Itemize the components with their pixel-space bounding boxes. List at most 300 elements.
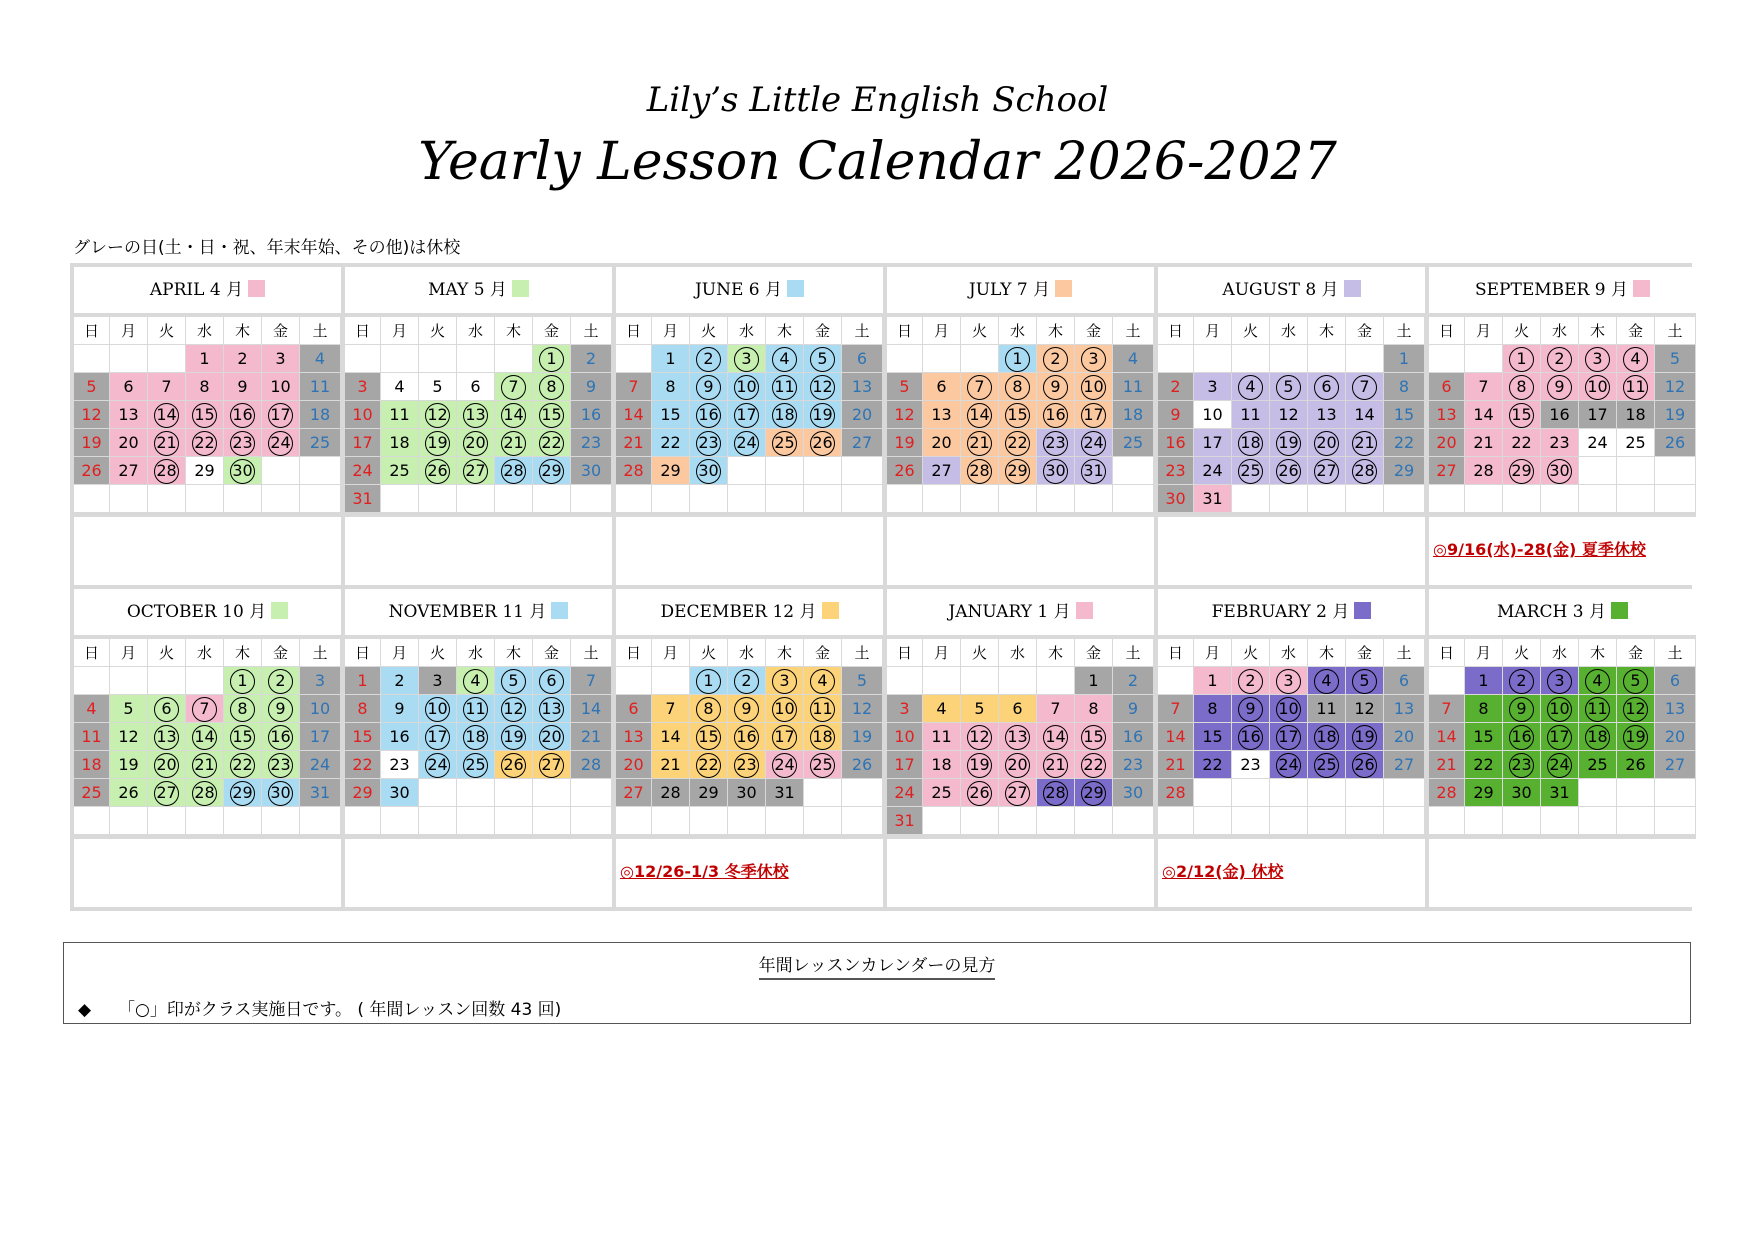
empty-cell: [457, 807, 495, 835]
empty-cell: [148, 485, 186, 513]
class-day-circle: 23: [268, 753, 293, 778]
weekday-label: 月: [652, 639, 690, 667]
day-cell: 24: [887, 779, 923, 807]
month-kanji: 4 月: [209, 280, 244, 300]
day-cell: [186, 751, 224, 779]
day-cell: 3: [887, 695, 923, 723]
class-day-circle: 17: [734, 403, 759, 428]
weekday-label: 火: [148, 317, 186, 345]
empty-cell: [766, 485, 804, 513]
note-divider: [616, 835, 883, 839]
weekday-label: 月: [923, 317, 961, 345]
day-cell: [457, 723, 495, 751]
day-cell: 3: [419, 667, 457, 695]
weekday-label: 日: [887, 317, 923, 345]
day-cell: 20: [842, 401, 883, 429]
day-cell: 26: [887, 457, 923, 485]
empty-cell: [419, 345, 457, 373]
class-day-circle: 15: [192, 403, 217, 428]
day-cell: 28: [1429, 779, 1465, 807]
day-cell: 5: [887, 373, 923, 401]
day-cell: [1232, 373, 1270, 401]
day-cell: [1270, 723, 1308, 751]
day-cell: [1503, 457, 1541, 485]
empty-cell: [1384, 779, 1425, 807]
day-cell: 6: [616, 695, 652, 723]
day-cell: [1037, 373, 1075, 401]
class-day-circle: 2: [1238, 669, 1263, 694]
day-cell: [728, 373, 766, 401]
month-december: [616, 589, 883, 907]
day-cell: 17: [887, 751, 923, 779]
class-day-circle: 9: [268, 697, 293, 722]
day-cell: [690, 429, 728, 457]
class-day-circle: 28: [501, 459, 526, 484]
class-day-circle: 23: [230, 431, 255, 456]
month-name: NOVEMBER: [388, 602, 503, 622]
weekday-label: 日: [1158, 317, 1194, 345]
day-cell: [999, 779, 1037, 807]
day-cell: [1075, 723, 1113, 751]
weekday-label: 金: [1075, 639, 1113, 667]
day-cell: 18: [381, 429, 419, 457]
class-day-circle: 24: [1547, 753, 1572, 778]
class-day-circle: 20: [463, 431, 488, 456]
empty-cell: [652, 485, 690, 513]
empty-cell: [1037, 807, 1075, 835]
day-cell: [961, 751, 999, 779]
class-day-circle: 19: [501, 725, 526, 750]
day-cell: 10: [887, 723, 923, 751]
weekday-label: 土: [1113, 317, 1154, 345]
day-cell: 14: [1158, 723, 1194, 751]
day-cell: [1232, 429, 1270, 457]
weekday-label: 月: [110, 317, 148, 345]
class-day-circle: 13: [1005, 725, 1030, 750]
class-day-circle: 29: [1081, 781, 1106, 806]
empty-cell: [1346, 807, 1384, 835]
day-cell: [728, 751, 766, 779]
class-day-circle: 7: [501, 375, 526, 400]
month-february: [1158, 589, 1425, 907]
day-cell: [1270, 751, 1308, 779]
day-cell: [690, 695, 728, 723]
day-cell: [148, 457, 186, 485]
empty-cell: [381, 807, 419, 835]
day-cell: [1617, 345, 1655, 373]
weekday-label: 日: [616, 317, 652, 345]
month-note: ◎9/16(水)-28(金) 夏季休校: [1433, 540, 1646, 559]
day-cell: [728, 723, 766, 751]
class-day-circle: 9: [1238, 697, 1263, 722]
weekday-label: 金: [1617, 639, 1655, 667]
day-cell: [961, 429, 999, 457]
empty-cell: [804, 779, 842, 807]
day-cell: 3: [262, 345, 300, 373]
day-cell: [804, 723, 842, 751]
day-cell: [1308, 457, 1346, 485]
day-cell: 12: [1655, 373, 1696, 401]
day-cell: [262, 723, 300, 751]
day-cell: [1037, 751, 1075, 779]
day-cell: 26: [110, 779, 148, 807]
day-cell: 5: [1655, 345, 1696, 373]
weekday-label: 水: [186, 639, 224, 667]
class-day-circle: 5: [810, 347, 835, 372]
weekday-label: 日: [345, 639, 381, 667]
class-day-circle: 22: [1005, 431, 1030, 456]
class-day-circle: 7: [967, 375, 992, 400]
diamond-bullet-icon: ◆: [78, 1000, 92, 1020]
calendar-title: Yearly Lesson Calendar 2026-2027: [418, 132, 1337, 192]
day-cell: [1617, 723, 1655, 751]
day-cell: [148, 723, 186, 751]
day-cell: 6: [457, 373, 495, 401]
day-cell: 13: [923, 401, 961, 429]
class-day-circle: 1: [539, 347, 564, 372]
weekday-label: 日: [1429, 317, 1465, 345]
day-cell: 23: [1232, 751, 1270, 779]
class-day-circle: 12: [810, 375, 835, 400]
class-day-circle: 25: [1238, 459, 1263, 484]
month-title: [616, 589, 883, 635]
empty-cell: [616, 807, 652, 835]
day-cell: [1270, 457, 1308, 485]
empty-cell: [262, 807, 300, 835]
day-cell: [419, 429, 457, 457]
day-cell: 3: [345, 373, 381, 401]
empty-cell: [148, 807, 186, 835]
day-cell: [961, 723, 999, 751]
empty-cell: [74, 807, 110, 835]
empty-cell: [961, 667, 999, 695]
empty-cell: [1384, 485, 1425, 513]
day-cell: [1503, 373, 1541, 401]
day-cell: [804, 373, 842, 401]
day-cell: [148, 401, 186, 429]
day-cell: [1308, 723, 1346, 751]
empty-cell: [1075, 807, 1113, 835]
day-cell: 29: [186, 457, 224, 485]
day-cell: [495, 723, 533, 751]
note-divider: [345, 513, 612, 517]
class-day-circle: 13: [539, 697, 564, 722]
day-cell: [533, 723, 571, 751]
class-day-circle: 8: [1509, 375, 1534, 400]
class-day-circle: 25: [810, 753, 835, 778]
empty-cell: [1346, 779, 1384, 807]
day-cell: 23: [381, 751, 419, 779]
month-kanji: 10 月: [222, 602, 267, 622]
empty-cell: [186, 667, 224, 695]
class-day-circle: 19: [425, 431, 450, 456]
empty-cell: [1655, 807, 1696, 835]
day-cell: 11: [1232, 401, 1270, 429]
weekday-label: 土: [1384, 639, 1425, 667]
day-cell: 8: [345, 695, 381, 723]
day-cell: 22: [1194, 751, 1232, 779]
day-cell: 5: [110, 695, 148, 723]
day-cell: 11: [1308, 695, 1346, 723]
class-day-circle: 19: [1623, 725, 1648, 750]
day-cell: 5: [419, 373, 457, 401]
day-cell: 22: [1503, 429, 1541, 457]
day-cell: 16: [1113, 723, 1154, 751]
empty-cell: [74, 667, 110, 695]
day-cell: [224, 695, 262, 723]
day-cell: 14: [1429, 723, 1465, 751]
class-day-circle: 9: [1547, 375, 1572, 400]
day-cell: 1: [1075, 667, 1113, 695]
class-day-circle: 17: [268, 403, 293, 428]
day-cell: 18: [74, 751, 110, 779]
class-day-circle: 2: [734, 669, 759, 694]
month-color-swatch: [1633, 280, 1650, 297]
empty-cell: [186, 807, 224, 835]
day-cell: 15: [1465, 723, 1503, 751]
day-cell: 11: [381, 401, 419, 429]
weekday-label: 月: [381, 639, 419, 667]
month-title: [1158, 267, 1425, 313]
class-day-circle: 23: [1043, 431, 1068, 456]
day-cell: [690, 401, 728, 429]
class-day-circle: 15: [1081, 725, 1106, 750]
empty-cell: [1232, 779, 1270, 807]
day-cell: [457, 695, 495, 723]
day-cell: [999, 723, 1037, 751]
day-cell: [1232, 457, 1270, 485]
weekday-label: 金: [804, 639, 842, 667]
day-cell: 26: [1617, 751, 1655, 779]
day-cell: [419, 695, 457, 723]
day-cell: 18: [1113, 401, 1154, 429]
day-cell: 16: [381, 723, 419, 751]
class-day-circle: 18: [1585, 725, 1610, 750]
day-cell: 8: [186, 373, 224, 401]
day-cell: [262, 429, 300, 457]
day-cell: 25: [1579, 751, 1617, 779]
class-day-circle: 3: [734, 347, 759, 372]
day-cell: [804, 401, 842, 429]
month-september: [1429, 267, 1696, 585]
empty-cell: [999, 807, 1037, 835]
day-cell: 3: [300, 667, 341, 695]
day-cell: [1503, 667, 1541, 695]
class-day-circle: 31: [1081, 459, 1106, 484]
day-cell: 22: [345, 751, 381, 779]
day-cell: 11: [74, 723, 110, 751]
day-cell: [224, 751, 262, 779]
day-cell: [148, 695, 186, 723]
class-day-circle: 22: [230, 753, 255, 778]
class-day-circle: 10: [425, 697, 450, 722]
day-cell: 24: [345, 457, 381, 485]
day-cell: [1270, 373, 1308, 401]
day-cell: [1503, 345, 1541, 373]
month-color-swatch: [1055, 280, 1072, 297]
empty-cell: [652, 667, 690, 695]
class-day-circle: 15: [230, 725, 255, 750]
weekday-label: 火: [690, 317, 728, 345]
empty-cell: [110, 345, 148, 373]
empty-cell: [1075, 485, 1113, 513]
day-cell: [766, 401, 804, 429]
day-cell: [1232, 667, 1270, 695]
day-cell: [224, 457, 262, 485]
day-cell: 7: [652, 695, 690, 723]
class-day-circle: 21: [154, 431, 179, 456]
day-cell: 28: [1158, 779, 1194, 807]
day-cell: 27: [842, 429, 883, 457]
day-cell: [999, 345, 1037, 373]
class-day-circle: 28: [967, 459, 992, 484]
class-day-circle: 8: [539, 375, 564, 400]
empty-cell: [1655, 457, 1696, 485]
day-cell: 14: [616, 401, 652, 429]
day-cell: 19: [74, 429, 110, 457]
day-cell: 13: [842, 373, 883, 401]
empty-cell: [1617, 807, 1655, 835]
day-cell: [999, 751, 1037, 779]
day-cell: [999, 429, 1037, 457]
day-cell: 7: [1037, 695, 1075, 723]
day-cell: 1: [652, 345, 690, 373]
empty-cell: [1579, 779, 1617, 807]
day-cell: [728, 401, 766, 429]
class-day-circle: 10: [1547, 697, 1572, 722]
class-day-circle: 28: [154, 459, 179, 484]
day-cell: [728, 429, 766, 457]
day-cell: 7: [148, 373, 186, 401]
day-cell: [766, 429, 804, 457]
day-cell: [999, 457, 1037, 485]
class-day-circle: 14: [192, 725, 217, 750]
weekday-label: 水: [728, 639, 766, 667]
class-day-circle: 30: [230, 459, 255, 484]
day-cell: [533, 429, 571, 457]
day-cell: [457, 457, 495, 485]
class-day-circle: 27: [463, 459, 488, 484]
day-cell: [766, 667, 804, 695]
class-day-circle: 24: [1276, 753, 1301, 778]
class-day-circle: 19: [810, 403, 835, 428]
month-color-swatch: [1076, 602, 1093, 619]
empty-cell: [1503, 807, 1541, 835]
day-cell: [1541, 723, 1579, 751]
day-cell: 19: [1655, 401, 1696, 429]
empty-cell: [1346, 485, 1384, 513]
class-day-circle: 11: [463, 697, 488, 722]
empty-cell: [1232, 485, 1270, 513]
day-cell: 25: [1113, 429, 1154, 457]
day-cell: 8: [1465, 695, 1503, 723]
class-day-circle: 10: [734, 375, 759, 400]
day-cell: [1308, 429, 1346, 457]
day-cell: 24: [1194, 457, 1232, 485]
class-day-circle: 21: [1352, 431, 1377, 456]
day-cell: 5: [74, 373, 110, 401]
month-name: FEBRUARY: [1211, 602, 1317, 622]
day-cell: 29: [1465, 779, 1503, 807]
weekday-label: 土: [1655, 317, 1696, 345]
class-day-circle: 30: [1547, 459, 1572, 484]
month-title: [74, 589, 341, 635]
day-cell: [1617, 373, 1655, 401]
day-cell: [1503, 751, 1541, 779]
empty-cell: [1194, 807, 1232, 835]
month-note: ◎12/26-1/3 冬季休校: [620, 862, 789, 881]
weekday-label: 木: [495, 639, 533, 667]
empty-cell: [1270, 779, 1308, 807]
day-cell: 12: [1270, 401, 1308, 429]
day-cell: [1346, 723, 1384, 751]
class-day-circle: 25: [463, 753, 488, 778]
day-cell: [804, 345, 842, 373]
day-cell: 1: [1384, 345, 1425, 373]
class-day-circle: 7: [1352, 375, 1377, 400]
month-july: [887, 267, 1154, 585]
class-day-circle: 22: [539, 431, 564, 456]
day-cell: [766, 723, 804, 751]
class-day-circle: 14: [154, 403, 179, 428]
note-divider: [74, 513, 341, 517]
month-color-swatch: [1354, 602, 1371, 619]
empty-cell: [923, 485, 961, 513]
day-cell: 17: [1579, 401, 1617, 429]
empty-cell: [887, 485, 923, 513]
day-cell: [1541, 667, 1579, 695]
day-cell: [1037, 457, 1075, 485]
day-cell: 18: [1617, 401, 1655, 429]
day-cell: [1541, 695, 1579, 723]
class-day-circle: 10: [772, 697, 797, 722]
day-cell: [690, 345, 728, 373]
day-cell: [224, 779, 262, 807]
empty-cell: [419, 779, 457, 807]
empty-cell: [186, 485, 224, 513]
day-cell: 16: [571, 401, 612, 429]
day-cell: [1037, 429, 1075, 457]
note-divider: [616, 513, 883, 517]
day-cell: [495, 457, 533, 485]
class-day-circle: 9: [696, 375, 721, 400]
day-cell: 13: [1655, 695, 1696, 723]
class-day-circle: 20: [1005, 753, 1030, 778]
empty-cell: [616, 485, 652, 513]
empty-cell: [1158, 345, 1194, 373]
weekday-label: 水: [1270, 639, 1308, 667]
day-cell: [495, 373, 533, 401]
note-divider: [1158, 835, 1425, 839]
weekday-label: 木: [1579, 317, 1617, 345]
class-day-circle: 24: [1081, 431, 1106, 456]
empty-cell: [1270, 485, 1308, 513]
day-cell: 3: [1194, 373, 1232, 401]
weekday-label: 火: [1503, 317, 1541, 345]
note-divider: [345, 835, 612, 839]
note-divider: [1158, 513, 1425, 517]
day-cell: 6: [999, 695, 1037, 723]
class-day-circle: 22: [696, 753, 721, 778]
day-cell: [1346, 751, 1384, 779]
month-kanji: 9 月: [1594, 280, 1628, 300]
month-title: [616, 267, 883, 313]
class-day-circle: 28: [1043, 781, 1068, 806]
day-cell: [1075, 373, 1113, 401]
weekday-label: 月: [110, 639, 148, 667]
day-cell: 14: [652, 723, 690, 751]
day-cell: 30: [1113, 779, 1154, 807]
